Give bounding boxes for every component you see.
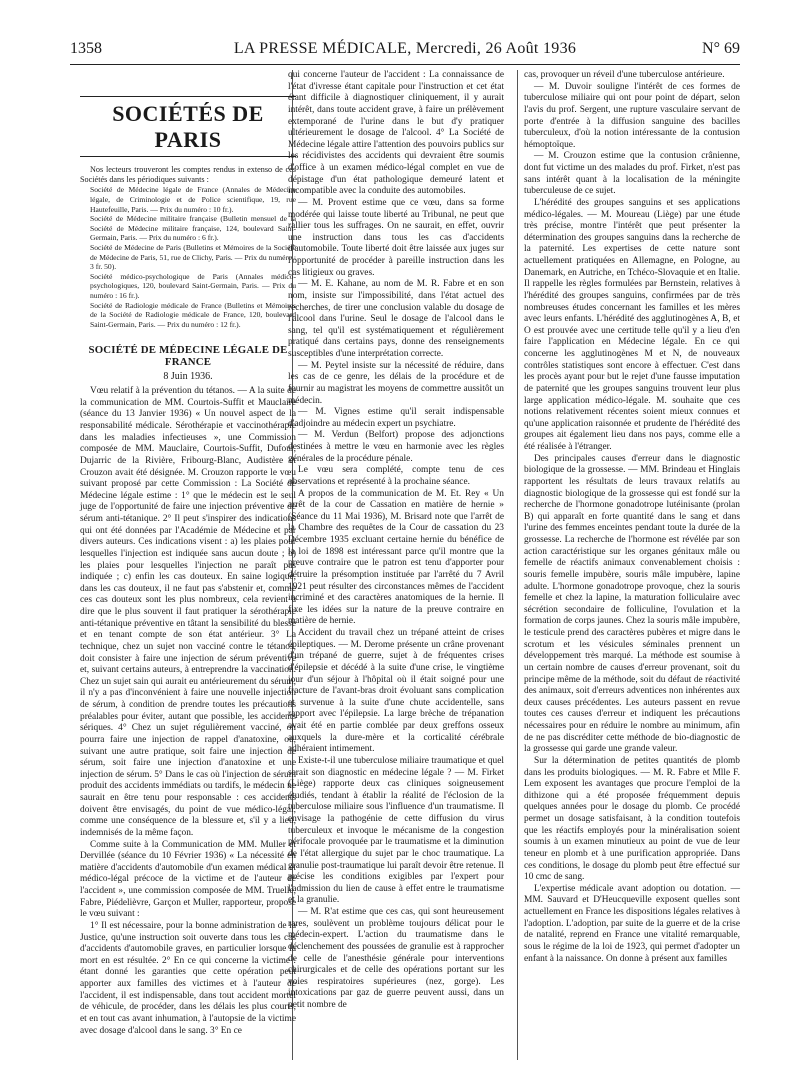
paragraph: 1° Il est nécessaire, pour la bonne administration de la Justice, qu'une instruction soit ouverte dans tous les cas d'accidents d'automobile graves, en particulier lorsque la mort en est résultée. 2° En ce qui concerne la victime : étant donné les garanties que cette opération peut apporter aux familles des victimes et à l'auteur de l'accident, il est indispensable, dans tout accident mortel de véhicule, de procéder, dans les délais les plus courts, et en tout cas avant inhumation, à l'autopsie de la victime avec dosage d'alcool dans le sang. 3° En ce [80,920,296,1036]
paragraph: — M. Duvoir souligne l'intérêt de ces formes de tuberculose miliaire qui ont pour point de départ, selon l'avis du prof. Sergent, une rupture vasculaire servant de porte d'entrée à la diffusion sanguine des bacilles tuberculeux, d'où la notion intéressante de la contusion hémoptoïque. [524,81,740,150]
society-title: SOCIÉTÉ DE MÉDECINE LÉGALE DE FRANCE [88,344,288,368]
journal-title: LA PRESSE MÉDICALE, Mercredi, 26 Août 1936 [233,40,577,57]
paragraph: — M. Provent estime que ce vœu, dans sa forme modérée qui laisse toute liberté au Tribunal, ne peut que rallier tous les suffrages. On ne saurait, en effet, ouvrir une instruction dans tous les cas d'accidents d'automobile. Toute liberté doit être laissée aux juges sur l'opportunité de procéder à pareille instruction dans les cas litigieux ou graves. [288,197,504,278]
page-number: 1358 [70,40,102,57]
paragraph: — M. Vignes estime qu'il serait indispensable d'adjoindre au médecin expert un psychiatre. [288,407,504,429]
column-divider [517,70,518,1060]
list-item: Société de Médecine militaire française (Bulletin mensuel de la Société de Médecine militaire française, 124, boulevard Saint-Germain, Paris. — Prix du numéro : 6 fr.). [90,214,296,243]
paragraph: — M. E. Kahane, au nom de M. R. Fabre et en son nom, insiste sur l'impossibilité, dans l'état actuel des recherches, de tirer une conclusion valable du dosage de l'alcool dans l'urine. Seul le dosage de l'alcool dans le sang, tel qu'il est systématiquement et régulièrement pratiqué dans certains pays, donne des renseignements susceptibles d'une interprétation correcte. [288,279,504,359]
paragraph: Des principales causes d'erreur dans le diagnostic biologique de la grossesse. — MM. Brindeau et Hinglais rapportent les résultats de leurs travaux relatifs au diagnostic biologique de la grossesse qui est fondé sur la recherche de l'hormone gonadotrope lutéinisante (prolan B) qui apparaît en forte quantité dans le sang et dans l'urine des femmes enceintes pendant toute la durée de la grossesse. La recherche de l'hormone est révélée par son action caractéristique sur les organes génitaux mâle ou femelle de réactifs animaux convenablement choisis : souris femelle impubère, souris mâle impubère, lapine adulte. L'hormone gonadotrope provoque, chez la souris femelle et chez la lapine, la maturation folliculaire avec sécrétion secondaire de folliculine, l'ovulation et la formation de corps jaunes. Chez la souris mâle impubère, le testicule prend des caractères pubères et migre dans le scrotum et les vésicules séminales prennent un développement très marqué. La méthode est soumise à un certain nombre de causes d'erreur provenant, soit du principe même de la méthode, soit du défaut de réactivité des animaux, soit d'erreurs adventices non inhérentes aux deux causes précédentes. Les auteurs passent en revue toutes ces causes d'erreur et indiquent les précautions nécessaires pour en réduire le nombre au minimum, afin de ne pas discréditer cette méthode de bio-diagnostic de la grossesse qui garde une grande valeur. [524,453,740,755]
list-item: Société de Médecine légale de France (Annales de Médecine légale, de Criminologie et de Police scientifique, 19, rue Hautefeuille, Paris. — Prix du numéro : 10 fr.). [90,185,296,214]
paragraph: A propos de la communication de M. Et. Rey « Un arrêt de la cour de Cassation en matière de hernie » (Séance du 11 Mai 1936), M. Brisard note que l'arrêt de la Chambre des requêtes de la Cour de cassation du 23 Décembre 1935 excluant certaine hernie du bénéfice de la loi de 1898 est intéressant parce qu'il montre que la preuve contraire que le patron est tenu d'apporter pour détruire la présomption instituée par l'arrêté du 7 Avril 1921 peut résulter des circonstances mêmes de l'accident incriminé et des caractères anatomiques de la hernie. Il fixe les idées sur la nature de la preuve contraire en matière de hernie. [288,488,504,627]
paragraph: — M. Verdun (Belfort) propose des adjonctions destinées à mettre le vœu en harmonie avec les règles générales de la procédure pénale. [288,430,504,464]
paragraph: Comme suite à la Communication de MM. Muller et Dervillée (séance du 10 Février 1936) « La nécessité en matière d'accidents d'automobile d'un examen médical et médico-légal précoce de la victime et de l'auteur de l'accident », une commission composée de MM. Truelle, Fabre, Piédelièvre, Garçon et Muller, rapporteur, propose le vœu suivant : [80,839,296,920]
list-item: Société médico-psychologique de Paris (Annales médico-psychologiques, 120, boulevard Saint-Germain, Paris. — Prix du numéro : 16 fr.). [90,271,296,300]
paragraph: Vœu relatif à la prévention du tétanos. — A la suite de la communication de MM. Courtois-Suffit et Mauclaire (séance du 13 Janvier 1936) « Un nouvel aspect de la responsabilité médicale. Sérothérapie et vaccinothérapie dans les maladies infectieuses », une Commission composée de MM. Mauclaire, Courtois-Suffit, Dufour, Dujarric de la Rivière, Fribourg-Blanc, Audistère et Crouzon avait été désignée. M. Crouzon rapporte le vœu suivant proposé par cette Commission : La Société de Médecine légale estime : 1° que le médecin est le seul juge de l'opportunité de faire une injection préventive de sérum anti-tétanique. 2° Il peut s'inspirer des indications qui ont été données par l'Académie de Médecine et par divers auteurs. Ces indications visent : a) les plaies pour lesquelles l'injection est indiquée sans aucun doute ; b) les plaies pour lesquelles l'injection ne paraît pas indiquée ; c) enfin les cas douteux. En saine logique, dans les cas douteux, il ne faut pas s'abstenir et, comme ces cas douteux sont les plus nombreux, cela revient à dire que le plus souvent il faut pratiquer la sérothérapie anti-tétanique préventive en tâtant la sensibilité du blessé et en tenant compte de son état antérieur. 3° La technique, chez un sujet non vacciné contre le tétanos, doit consister à faire une injection de sérum préventive et, suivant certains auteurs, à entreprendre la vaccination. Chez un sujet sain qui aurait eu antérieurement du sérum, il n'y a pas d'inconvénient à faire une nouvelle injection de sérum, à condition de prendre toutes les précautions préalables pour éviter, autant que possible, les accidents sériques. 4° Chez un sujet régulièrement vacciné, on pourra faire une injection de rappel d'anatoxine, ou, suivant une autre pratique, soit faire une injection de sérum, soit faire une injection d'anatoxine et une injection de sérum. 5° Dans le cas où l'injection de sérum produit des accidents immédiats ou tardifs, le médecin ne saurait en être tenu pour responsable : ces accidents doivent être envisagés, du point de vue médico-légal, comme une conséquence de la blessure et, s'il y a lieu, indemnisés de la même façon. [80,386,296,838]
paragraph: L'expertise médicale avant adoption ou dotation. — MM. Sauvard et D'Heucqueville exposent quelles sont actuellement en France les dispositions légales relatives à l'adoption. L'adoption, par suite de la guerre et de la crise de natalité, reprend en France une vitalité remarquable, sous le régime de la loi de 1923, qui permet d'adopter un enfant à la naissance. On donne à présent aux familles [524,883,740,964]
paragraph: Existe-t-il une tuberculose miliaire traumatique et quel serait son diagnostic en médecine légale ? — M. Firket (Liège) rapporte deux cas cliniques soigneusement étudiés, tendant à établir la réalité de l'éclosion de la tuberculose miliaire sous l'influence d'un traumatisme. Il envisage la pathogénie de cette diffusion du virus tuberculeux et invoque le mécanisme de la congestion périfocale provoquée par le traumatisme et la diminution de l'état allergique du sujet par le choc traumatique. La granulie post-traumatique lui paraît devoir être retenue. Il précise les conditions exigibles par l'expert pour l'admission du lien de cause à effet entre le traumatisme et la granulie. [288,755,504,906]
page-header [70,38,740,65]
issue-number: N° 69 [702,40,740,57]
column-2 [288,70,504,1012]
paragraph: — M. Peytel insiste sur la nécessité de réduire, dans les cas de ce genre, les délais de la procédure et de fournir au magistrat les moyens de commettre aussitôt un médecin. [288,360,504,406]
society-list [80,185,296,329]
paragraph: Sur la détermination de petites quantités de plomb dans les produits biologiques. — M. R. Fabre et Mlle F. Lem exposent les avantages que procure l'emploi de la dithizone qui a été proposée fréquemment depuis quelques années pour le dosage du plomb. Ce procédé permet un dosage satisfaisant, à la condition toutefois que les réactifs employés pour la minéralisation soient soumis à un examen minutieux au point de vue de leur teneur en plomb et à une purification appropriée. Dans ces conditions, le dosage du plomb peut être effectué sur 10 cmc de sang. [524,755,740,883]
paragraph: — M. R'at estime que ces cas, qui sont heureusement rares, soulèvent un problème toujours délicat pour le médecin-expert. L'action du traumatisme dans le déclenchement des poussées de granulie est à rapprocher de celle de l'anesthésie générale pour interventions chirurgicales et de celle des opérations portant sur les voies respiratoires supérieures (nez, gorge). Les intoxications par gaz de guerre peuvent aussi, dans un petit nombre de [288,907,504,1010]
paragraph: cas, provoquer un réveil d'une tuberculose antérieure. [524,70,725,80]
list-item: Société de Médecine de Paris (Bulletins et Mémoires de la Société de Médecine de Paris, 51, rue de Clichy, Paris. — Prix du numéro : 3 fr. 50). [90,242,296,272]
section-intro: Nos lecteurs trouveront les comptes rendus in extenso de ces Sociétés dans les périodiques suivants : [80,165,296,185]
column-1 [80,70,296,1037]
column-3 [524,70,740,965]
paragraph: L'hérédité des groupes sanguins et ses applications médico-légales. — M. Moureau (Liège) par une étude très précise, montre l'intérêt que peut présenter la détermination des groupes sanguins dans la recherche de la paternité. Les expertises de cette nature sont actuellement pratiquées en Allemagne, en Pologne, au Danemark, en Autriche, en Tchéco-Slovaquie et en Italie. Il rappelle les règles formulées par Bernstein, relatives à l'hérédité des groupes sanguins, confirmées par de très nombreuses études concernant les familles et les mères avec leurs enfants. L'hérédité des agglutinogènes A, B, et O est prouvée avec une certitude telle qu'il y a lieu d'en faire l'application en Médecine légale. En ce qui concerne les agglutinogènes M et N, de nouveaux contrôles statistiques sont encore à effectuer. C'est dans les procès ayant pour but le rejet d'une fausse imputation de paternité que les groupes sanguins trouvent leur plus large application médico-légale. M. souhaite que ces notions relativement récentes soient mieux connues et qu'une application raisonnée et prudente de l'hérédité des groupes ait également lieu dans nos pays, comme elle a été réalisée à l'étranger. [524,197,740,452]
paragraph: Accident du travail chez un trépané atteint de crises épileptiques. — M. Derome présente un crâne provenant d'un trépané de guerre, sujet à de fréquentes crises d'épilepsie et décédé à la suite d'une crise, le vingtième jour d'un séjour à l'hôpital où il était soigné pour une fracture de l'avant-bras droit évoluant sans complication et survenue à la suite d'une chute accidentelle, sans rapport avec l'épilepsie. La large brèche de trépanation avait été en partie comblée par deux greffons osseux auxquels la dure-mère et la corticalité cérébrale adhéraient intimement. [288,628,504,755]
paragraph: — M. Crouzon estime que la contusion crânienne, dont fut victime un des malades du prof. Firket, n'est pas sans intérêt quant à la localisation de la méningite tuberculeuse de ce sujet. [524,151,740,197]
paragraph: Le vœu sera complété, compte tenu de ces observations et représenté à la prochaine séance. [288,465,504,487]
paragraph: qui concerne l'auteur de l'accident : La connaissance de l'état d'ivresse étant capitale pour l'instruction et cet état étant difficile à diagnostiquer cliniquement, il y aurait intérêt, dans toute accident grave, à faire un prélèvement extemporané de l'urine dans le but d'y pratiquer ultérieurement le dosage de l'alcool. 4° La Société de Médecine légale attire l'attention des pouvoirs publics sur les récidivistes des accidents qui devraient être soumis d'office à un examen médico-légal complet en vue de dépistage d'un état pathologique demeuré latent et incompatible avec la conduite des automobiles. [288,70,504,197]
section-title: SOCIÉTÉS DE PARIS [80,96,296,157]
list-item: Société de Radiologie médicale de France (Bulletins et Mémoires de la Société de Radiologie médicale de France, 120, boulevard Saint-Germain, Paris. — Prix du numéro : 12 fr.). [90,300,296,329]
session-date: 8 Juin 1936. [163,370,213,382]
